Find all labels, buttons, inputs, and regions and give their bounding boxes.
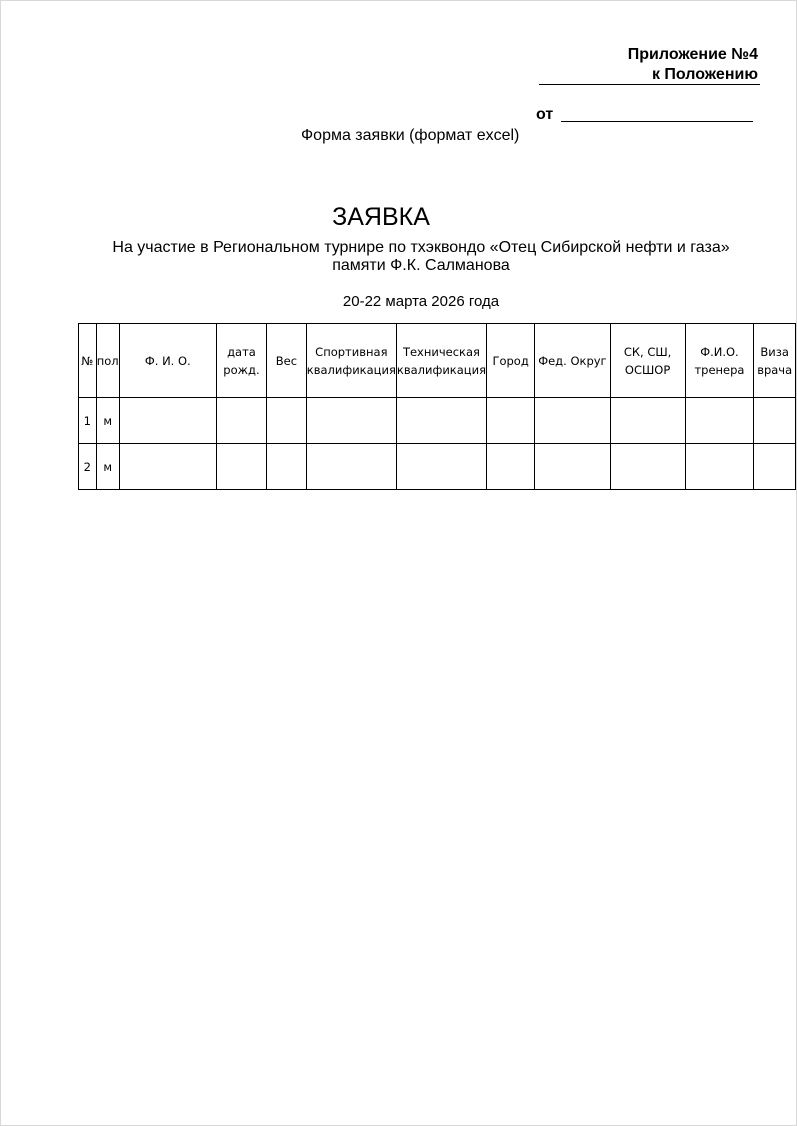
header-birth-date: дата рожд. <box>216 324 266 398</box>
row-federal-district-cell[interactable] <box>535 444 610 490</box>
row-full-name-cell[interactable] <box>119 398 216 444</box>
from-label: от <box>536 106 554 123</box>
entries-table <box>78 323 796 490</box>
header-weight: Вес <box>267 324 307 398</box>
row-gender: м <box>96 444 119 490</box>
form-title: Форма заявки (формат excel) <box>301 127 520 144</box>
header-doctor-visa: Виза врача <box>754 324 796 398</box>
header-coach-name: Ф.И.О. тренера <box>685 324 754 398</box>
header-gender: пол <box>96 324 119 398</box>
appendix-line-1: Приложение №4 <box>627 46 758 63</box>
row-city-cell[interactable] <box>487 398 535 444</box>
row-school-cell[interactable] <box>610 398 685 444</box>
row-city-cell[interactable] <box>487 444 535 490</box>
row-number: 1 <box>79 398 97 444</box>
row-sport-qualification-cell[interactable] <box>306 398 396 444</box>
row-federal-district-cell[interactable] <box>535 398 610 444</box>
event-dates: 20-22 марта 2026 года <box>342 293 500 310</box>
row-birth-date-cell[interactable] <box>216 444 266 490</box>
row-coach-name-cell[interactable] <box>685 398 754 444</box>
document-subtitle: На участие в Региональном турнире по тхэквондо «Отец Сибирской нефти и газа» памяти Ф.К. Салманова <box>112 239 730 274</box>
appendix-label <box>628 45 758 85</box>
header-sport-qualification: Спортивная квалификация <box>306 324 396 398</box>
header-number: № <box>79 324 97 398</box>
row-sport-qualification-cell[interactable] <box>306 444 396 490</box>
header-school: СК, СШ, ОСШОР <box>610 324 685 398</box>
row-birth-date-cell[interactable] <box>216 398 266 444</box>
row-coach-name-cell[interactable] <box>685 444 754 490</box>
row-number: 2 <box>79 444 97 490</box>
appendix-blank-line <box>539 84 760 85</box>
row-school-cell[interactable] <box>610 444 685 490</box>
header-tech-qualification: Техническая квалификация <box>396 324 486 398</box>
row-tech-qualification-cell[interactable] <box>396 444 486 490</box>
table-header-row <box>79 324 796 398</box>
table-row <box>79 444 796 490</box>
row-doctor-visa-cell[interactable] <box>754 444 796 490</box>
row-doctor-visa-cell[interactable] <box>754 398 796 444</box>
row-gender: м <box>96 398 119 444</box>
appendix-line-2: к Положению <box>651 66 758 83</box>
from-blank-line <box>561 121 753 122</box>
row-tech-qualification-cell[interactable] <box>396 398 486 444</box>
document-title <box>1 202 761 232</box>
document-title-text: ЗАЯВКА <box>332 203 430 231</box>
row-weight-cell[interactable] <box>267 398 307 444</box>
header-city: Город <box>487 324 535 398</box>
row-weight-cell[interactable] <box>267 444 307 490</box>
header-full-name: Ф. И. О. <box>119 324 216 398</box>
row-full-name-cell[interactable] <box>119 444 216 490</box>
header-federal-district: Фед. Округ <box>535 324 610 398</box>
table-row <box>79 398 796 444</box>
